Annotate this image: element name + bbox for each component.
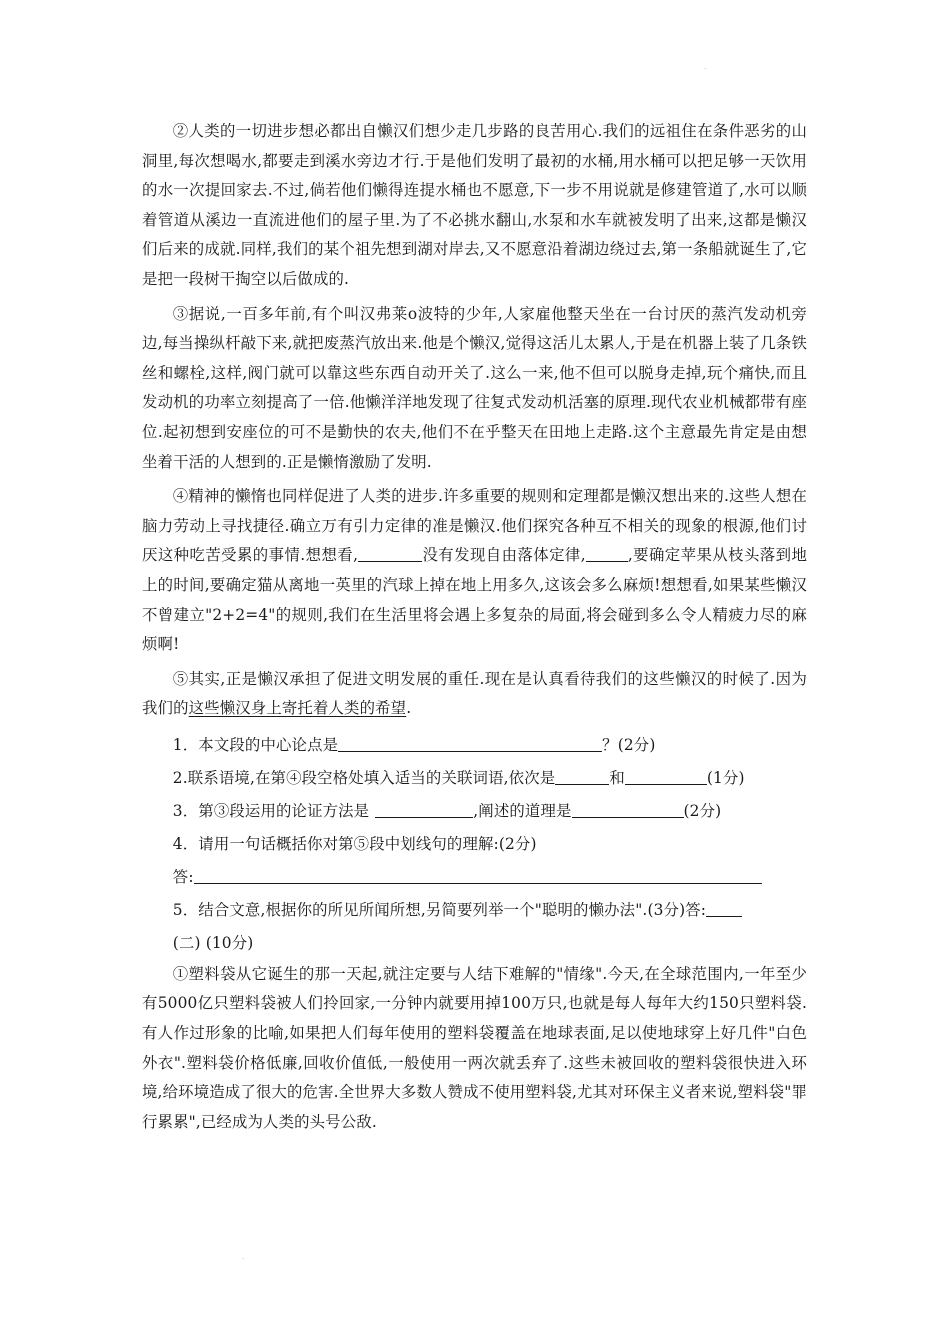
question-5: [142, 894, 807, 927]
passage-paragraph-3: ③据说,一百多年前,有个叫汉弗莱o波特的少年,人家雇他整天坐在一台讨厌的蒸汽发动机旁边,每当操纵杆敲下来,就把废蒸汽放出来.他是个懒汉,觉得这活儿太累人,于是在机器上装了几条铁丝和螺栓,这样,阀门就可以靠这些东西自动开关了.这么一来,他不但可以脱身走掉,玩个痛快,而且发动机的功率立刻提高了一倍.他懒洋洋地发现了往复式发动机活塞的原理.现代农业机械都带有座位.起初想到安座位的可不是勤快的农夫,他们不在乎整天在田地上走路.这个主意最先肯定是由想坐着干活的人想到的.正是懒惰激励了发明.: [142, 304, 807, 471]
question-3-middle-text: ,阐述的道理是: [473, 801, 572, 820]
paragraph-4-blank-2[interactable]: [586, 545, 628, 562]
question-2-answer-blank-1[interactable]: [555, 768, 609, 785]
question-3-score: (2分): [683, 801, 722, 820]
question-1-score: ？(2分): [602, 735, 656, 754]
section-2-paragraph-1: ①塑料袋从它诞生的那一天起,就注定要与人结下难解的"情缘".今天,在全球范围内,一年至少有5000亿只塑料袋被人们拎回家,一分钟内就要用掉100万只,也就是每人每年大约150只塑料袋.有人作过形象的比喻,如果把人们每年使用的塑料袋覆盖在地球表面,足以使地球穿上好几件"白色外衣".塑料袋价格低廉,回收价值低,一般使用一两次就丢弃了.这些未被回收的塑料袋很快进入环境,给环境造成了很大的危害.全世界大多数人赞成不使用塑料袋,尤其对环保主义者来说,塑料袋"罪行累累",已经成为人类的头号公敌.: [142, 964, 807, 1131]
exam-content: [142, 117, 807, 1142]
passage-paragraph-4: [142, 482, 807, 660]
paragraph-4-text-part-2: 没有发现自由落体定律,: [422, 546, 586, 565]
question-4-answer-line: [142, 861, 807, 894]
question-1: [142, 729, 807, 762]
paragraph-4-text-part-3: ,要确定苹果从枝头落到地上的时间,要确定猫从离地一英里的汽球上掉在地上用多久,这该会多么麻烦!想想看,如果某些懒汉不曾建立"2+2=4"的规则,我们在生活里将会遇上多复杂的局面,将会碰到多么令人精疲力尽的麻烦啊!: [142, 546, 807, 654]
question-4: 4．请用一句话概括你对第⑤段中划线句的理解:(2分): [172, 834, 537, 853]
question-1-answer-blank[interactable]: [338, 735, 602, 752]
question-3: [142, 795, 807, 828]
question-3-answer-blank-2[interactable]: [572, 801, 684, 818]
question-3-answer-blank-1[interactable]: [375, 801, 473, 818]
question-1-prompt: 1．本文段的中心论点是: [172, 735, 339, 754]
question-3-prompt: 3．第③段运用的论证方法是: [172, 801, 370, 820]
paragraph-5-underlined-sentence: 这些懒汉身上寄托着人类的希望: [188, 699, 407, 718]
paragraph-5-text-part-2: .: [406, 699, 412, 718]
passage-paragraph-5: [142, 665, 807, 724]
question-4-answer-label: 答:: [172, 867, 194, 886]
passage-paragraph-2: ②人类的一切进步想必都出自懒汉们想少走几步路的良苦用心.我们的远祖住在条件恶劣的山洞里,每次想喝水,都要走到溪水旁边才行.于是他们发明了最初的水桶,用水桶可以把足够一天饮用的水一次提回家去.不过,倘若他们懒得连提水桶也不愿意,下一步不用说就是修建管道了,水可以顺着管道从溪边一直流进他们的屋子里.为了不必挑水翻山,水泵和水车就被发明了出来,这都是懒汉们后来的成就.同样,我们的某个祖先想到湖对岸去,又不愿意沿着湖边绕过去,第一条船就诞生了,它是把一段树干掏空以后做成的.: [142, 122, 807, 288]
paragraph-4-text-part-1: ④精神的懒惰也同样促进了人类的进步.许多重要的规则和定理都是懒汉想出来的.这些人想在脑力劳动上寻找捷径.确立万有引力定律的准是懒汉.他们探究各种互不相关的现象的根源,他们讨厌这种吃苦受累的事情.想想看,: [142, 487, 807, 565]
section-2-heading: (二) (10分): [172, 933, 254, 952]
top-page-mark: .: [704, 62, 707, 71]
question-2-prompt: 2.联系语境,在第④段空格处填入适当的关联词语,依次是: [172, 768, 556, 787]
question-5-prompt: 5．结合文意,根据你的所见所闻所想,另简要列举一个"聪明的懒办法".(3分)答:: [172, 900, 707, 919]
question-2-answer-blank-2[interactable]: [625, 768, 707, 785]
question-4-answer-blank[interactable]: [194, 867, 762, 884]
paragraph-4-blank-1[interactable]: [358, 545, 422, 562]
question-2: [142, 762, 807, 795]
question-2-connector: 和: [609, 768, 625, 787]
question-2-score: (1分): [706, 768, 745, 787]
paragraph-5-text-part-1: ⑤其实,正是懒汉承担了促进文明发展的重任.现在是认真看待我们的这些懒汉的时候了.因为我们的: [142, 669, 807, 718]
bottom-page-mark: .: [242, 1252, 245, 1261]
question-5-answer-blank[interactable]: [706, 900, 742, 917]
